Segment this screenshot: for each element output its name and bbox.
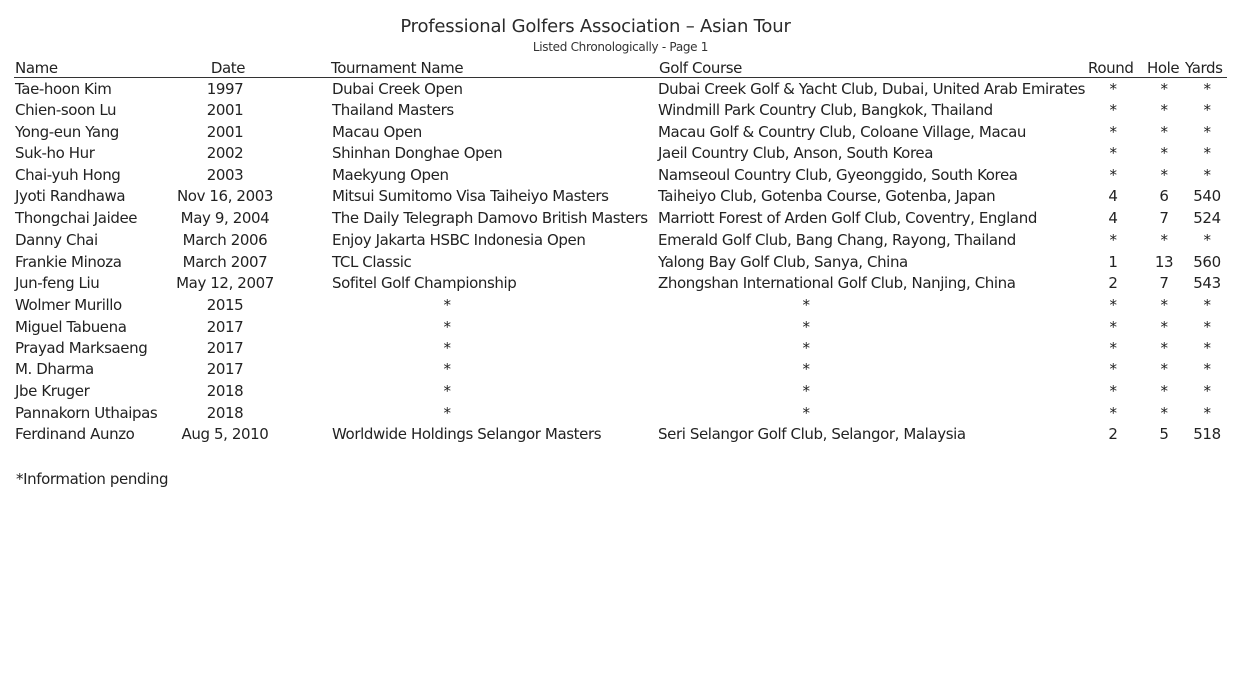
name-cell: Miguel Tabuena xyxy=(15,318,127,336)
column-header-name: Name xyxy=(15,59,58,77)
date-cell: March 2007 xyxy=(182,253,268,271)
date-cell: 2018 xyxy=(206,382,244,400)
round-cell: * xyxy=(1109,166,1117,184)
date-cell: 2001 xyxy=(206,101,244,119)
name-cell: Suk-ho Hur xyxy=(15,144,95,162)
date-cell: 2018 xyxy=(206,404,244,422)
course-cell: * xyxy=(802,296,810,314)
tournament-cell: Worldwide Holdings Selangor Masters xyxy=(332,425,602,443)
name-cell: Ferdinand Aunzo xyxy=(15,425,135,443)
tournament-cell: * xyxy=(443,360,451,378)
yards-cell: * xyxy=(1203,318,1211,336)
name-cell: Jbe Kruger xyxy=(15,382,90,400)
tournament-cell: Macau Open xyxy=(332,123,422,141)
table-row xyxy=(0,253,1241,274)
table-row xyxy=(0,404,1241,425)
hole-cell: * xyxy=(1160,101,1168,119)
round-cell: * xyxy=(1109,382,1117,400)
course-cell: Macau Golf & Country Club, Coloane Village, Macau xyxy=(658,123,1026,141)
table-row xyxy=(0,339,1241,360)
tournament-cell: Enjoy Jakarta HSBC Indonesia Open xyxy=(332,231,586,249)
document-subtitle: Listed Chronologically - Page 1 xyxy=(532,40,709,54)
name-cell: Chai-yuh Hong xyxy=(15,166,121,184)
hole-cell: * xyxy=(1160,123,1168,141)
hole-cell: * xyxy=(1160,80,1168,98)
yards-cell: 543 xyxy=(1193,274,1221,292)
course-cell: * xyxy=(802,360,810,378)
yards-cell: * xyxy=(1203,231,1211,249)
yards-cell: 524 xyxy=(1193,209,1221,227)
name-cell: Wolmer Murillo xyxy=(15,296,122,314)
name-cell: Danny Chai xyxy=(15,231,98,249)
column-header-hole: Hole xyxy=(1147,59,1180,77)
table-row xyxy=(0,209,1241,230)
tournament-cell: * xyxy=(443,404,451,422)
column-header-round: Round xyxy=(1088,59,1134,77)
course-cell: Yalong Bay Golf Club, Sanya, China xyxy=(658,253,908,271)
hole-cell: * xyxy=(1160,144,1168,162)
date-cell: 1997 xyxy=(206,80,244,98)
name-cell: Yong-eun Yang xyxy=(15,123,119,141)
tournament-cell: Shinhan Donghae Open xyxy=(332,144,503,162)
round-cell: 2 xyxy=(1108,274,1118,292)
name-cell: Jun-feng Liu xyxy=(15,274,100,292)
course-cell: Emerald Golf Club, Bang Chang, Rayong, Thailand xyxy=(658,231,1016,249)
yards-cell: * xyxy=(1203,101,1211,119)
round-cell: * xyxy=(1109,404,1117,422)
hole-cell: * xyxy=(1160,339,1168,357)
date-cell: 2003 xyxy=(206,166,244,184)
yards-cell: * xyxy=(1203,80,1211,98)
table-row xyxy=(0,360,1241,381)
course-cell: Dubai Creek Golf & Yacht Club, Dubai, United Arab Emirates xyxy=(658,80,1086,98)
hole-cell: * xyxy=(1160,296,1168,314)
course-cell: * xyxy=(802,339,810,357)
table-row xyxy=(0,274,1241,295)
tournament-cell: Mitsui Sumitomo Visa Taiheiyo Masters xyxy=(332,187,609,205)
tournament-cell: The Daily Telegraph Damovo British Masters xyxy=(332,209,648,227)
name-cell: Chien-soon Lu xyxy=(15,101,117,119)
name-cell: Prayad Marksaeng xyxy=(15,339,148,357)
column-header-course: Golf Course xyxy=(659,59,742,77)
column-header-yards: Yards xyxy=(1185,59,1223,77)
hole-cell: * xyxy=(1160,318,1168,336)
course-cell: * xyxy=(802,382,810,400)
name-cell: Pannakorn Uthaipas xyxy=(15,404,158,422)
round-cell: * xyxy=(1109,339,1117,357)
yards-cell: 518 xyxy=(1193,425,1221,443)
table-row xyxy=(0,231,1241,252)
course-cell: Windmill Park Country Club, Bangkok, Thailand xyxy=(658,101,993,119)
hole-cell: * xyxy=(1160,231,1168,249)
date-cell: 2017 xyxy=(206,318,244,336)
date-cell: May 12, 2007 xyxy=(176,274,274,292)
table-row xyxy=(0,123,1241,144)
course-cell: Jaeil Country Club, Anson, South Korea xyxy=(658,144,934,162)
name-cell: Tae-hoon Kim xyxy=(15,80,112,98)
tournament-cell: * xyxy=(443,296,451,314)
date-cell: Aug 5, 2010 xyxy=(181,425,269,443)
round-cell: * xyxy=(1109,101,1117,119)
tournament-cell: Maekyung Open xyxy=(332,166,449,184)
hole-cell: 13 xyxy=(1154,253,1174,271)
date-cell: 2017 xyxy=(206,360,244,378)
round-cell: * xyxy=(1109,123,1117,141)
name-cell: Frankie Minoza xyxy=(15,253,122,271)
document-title: Professional Golfers Association – Asian Tour xyxy=(400,16,791,37)
table-row xyxy=(0,382,1241,403)
tournament-cell: * xyxy=(443,382,451,400)
table-row xyxy=(0,144,1241,165)
course-cell: Marriott Forest of Arden Golf Club, Coventry, England xyxy=(658,209,1037,227)
yards-cell: * xyxy=(1203,166,1211,184)
tournament-cell: Dubai Creek Open xyxy=(332,80,463,98)
course-cell: Taiheiyo Club, Gotenba Course, Gotenba, Japan xyxy=(658,187,996,205)
yards-cell: * xyxy=(1203,296,1211,314)
hole-cell: * xyxy=(1160,404,1168,422)
header-divider xyxy=(14,77,1227,78)
round-cell: 4 xyxy=(1108,187,1118,205)
name-cell: Jyoti Randhawa xyxy=(15,187,126,205)
date-cell: 2017 xyxy=(206,339,244,357)
tournament-cell: * xyxy=(443,318,451,336)
round-cell: * xyxy=(1109,231,1117,249)
round-cell: 1 xyxy=(1108,253,1118,271)
yards-cell: * xyxy=(1203,339,1211,357)
date-cell: 2001 xyxy=(206,123,244,141)
course-cell: * xyxy=(802,404,810,422)
name-cell: Thongchai Jaidee xyxy=(15,209,138,227)
yards-cell: * xyxy=(1203,404,1211,422)
table-row xyxy=(0,425,1241,446)
hole-cell: 5 xyxy=(1159,425,1169,443)
column-header-date: Date xyxy=(210,59,246,77)
yards-cell: * xyxy=(1203,360,1211,378)
hole-cell: 7 xyxy=(1159,209,1169,227)
round-cell: 2 xyxy=(1108,425,1118,443)
column-header-tournament: Tournament Name xyxy=(331,59,464,77)
yards-cell: * xyxy=(1203,123,1211,141)
footnote: *Information pending xyxy=(16,470,169,488)
course-cell: Namseoul Country Club, Gyeonggido, South Korea xyxy=(658,166,1018,184)
date-cell: May 9, 2004 xyxy=(180,209,270,227)
hole-cell: * xyxy=(1160,360,1168,378)
course-cell: * xyxy=(802,318,810,336)
hole-cell: 7 xyxy=(1159,274,1169,292)
yards-cell: * xyxy=(1203,382,1211,400)
name-cell: M. Dharma xyxy=(15,360,94,378)
date-cell: Nov 16, 2003 xyxy=(176,187,274,205)
hole-cell: * xyxy=(1160,382,1168,400)
yards-cell: 560 xyxy=(1193,253,1221,271)
tournament-cell: TCL Classic xyxy=(332,253,412,271)
round-cell: * xyxy=(1109,144,1117,162)
round-cell: * xyxy=(1109,318,1117,336)
yards-cell: * xyxy=(1203,144,1211,162)
tournament-cell: Thailand Masters xyxy=(332,101,454,119)
table-row xyxy=(0,318,1241,339)
course-cell: Zhongshan International Golf Club, Nanjing, China xyxy=(658,274,1016,292)
round-cell: * xyxy=(1109,80,1117,98)
table-row xyxy=(0,80,1241,101)
course-cell: Seri Selangor Golf Club, Selangor, Malaysia xyxy=(658,425,966,443)
table-row xyxy=(0,187,1241,208)
tournament-cell: Sofitel Golf Championship xyxy=(332,274,517,292)
round-cell: 4 xyxy=(1108,209,1118,227)
date-cell: 2015 xyxy=(206,296,244,314)
hole-cell: * xyxy=(1160,166,1168,184)
table-row xyxy=(0,166,1241,187)
table-row xyxy=(0,296,1241,317)
round-cell: * xyxy=(1109,360,1117,378)
round-cell: * xyxy=(1109,296,1117,314)
yards-cell: 540 xyxy=(1193,187,1221,205)
date-cell: March 2006 xyxy=(182,231,268,249)
hole-cell: 6 xyxy=(1159,187,1169,205)
table-row xyxy=(0,101,1241,122)
tournament-cell: * xyxy=(443,339,451,357)
date-cell: 2002 xyxy=(206,144,244,162)
